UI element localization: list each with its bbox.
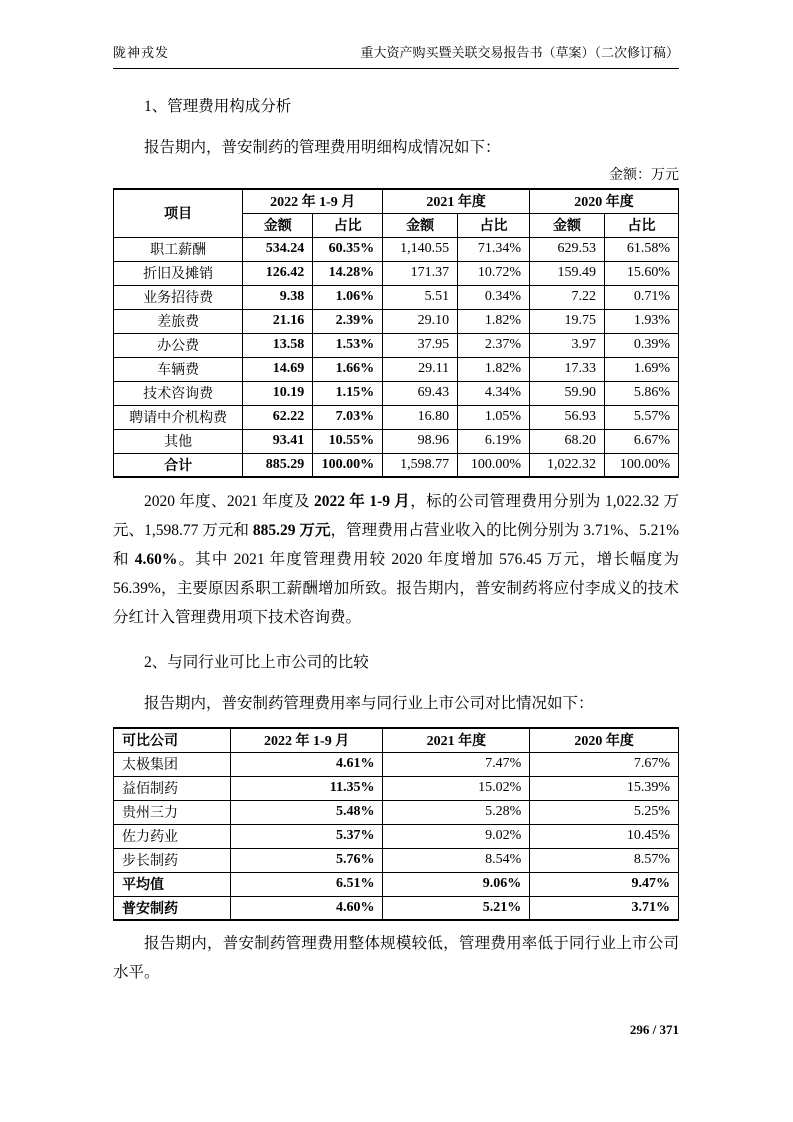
table-header-row — [114, 728, 679, 752]
table-cell: 4.61% — [230, 752, 383, 776]
table-cell: 1.15% — [313, 381, 383, 405]
table-cell: 534.24 — [243, 237, 313, 261]
table-average-row — [114, 872, 679, 896]
table-cell: 10.72% — [458, 261, 530, 285]
peer-table-wrapper — [113, 727, 679, 921]
col-header-amount: 金额 — [243, 213, 313, 237]
table-cell: 159.49 — [530, 261, 605, 285]
table-cell: 0.71% — [604, 285, 678, 309]
table-cell: 1.05% — [458, 405, 530, 429]
analysis-segment-bold: 2022 年 1-9 月 — [314, 493, 411, 510]
table-cell: 21.16 — [243, 309, 313, 333]
table-cell: 8.57% — [530, 848, 679, 872]
table-cell: 60.35% — [313, 237, 383, 261]
col-header-period-2020: 2020 年度 — [530, 189, 679, 213]
table-cell: 其他 — [114, 429, 243, 453]
table-cell: 1.53% — [313, 333, 383, 357]
table-cell: 98.96 — [383, 429, 458, 453]
table-cell: 10.45% — [530, 824, 679, 848]
table-cell: 15.60% — [604, 261, 678, 285]
table-cell: 100.00% — [604, 453, 678, 477]
table-cell: 3.71% — [530, 896, 679, 920]
table-cell: 16.80 — [383, 405, 458, 429]
section2-intro: 报告期内，普安制药管理费用率与同行业上市公司对比情况如下： — [144, 695, 594, 712]
table-cell: 折旧及摊销 — [114, 261, 243, 285]
table-cell: 业务招待费 — [114, 285, 243, 309]
table-cell: 9.02% — [383, 824, 530, 848]
peer-comparison-table — [113, 727, 679, 921]
table-cell: 2.37% — [458, 333, 530, 357]
analysis-segment-bold: 4.60% — [134, 551, 178, 568]
section1-intro: 报告期内，普安制药的管理费用明细构成情况如下： — [144, 139, 501, 156]
table-row — [114, 800, 679, 824]
col-header-period-2022: 2022 年 1-9 月 — [243, 189, 383, 213]
table-total-row — [114, 453, 679, 477]
table-cell: 4.34% — [458, 381, 530, 405]
table-cell: 100.00% — [458, 453, 530, 477]
table-cell: 100.00% — [313, 453, 383, 477]
table-cell: 14.69 — [243, 357, 313, 381]
col-header-period-2020: 2020 年度 — [530, 728, 679, 752]
table-cell: 6.19% — [458, 429, 530, 453]
table-cell: 14.28% — [313, 261, 383, 285]
table-cell: 5.21% — [383, 896, 530, 920]
section1-heading: 1、管理费用构成分析 — [144, 98, 292, 115]
table-cell: 62.22 — [243, 405, 313, 429]
table-cell: 办公费 — [114, 333, 243, 357]
table-cell: 技术咨询费 — [114, 381, 243, 405]
table-row — [114, 237, 679, 261]
col-header-period-2021: 2021 年度 — [383, 728, 530, 752]
table-cell: 29.11 — [383, 357, 458, 381]
table-cell: 71.34% — [458, 237, 530, 261]
table-cell: 5.57% — [604, 405, 678, 429]
table-cell: 1.66% — [313, 357, 383, 381]
expense-composition-table — [113, 188, 679, 478]
table-cell: 0.39% — [604, 333, 678, 357]
table-cell: 普安制药 — [114, 896, 231, 920]
table-cell: 6.67% — [604, 429, 678, 453]
analysis-segment-bold: 885.29 万元 — [252, 522, 331, 539]
table-cell: 13.58 — [243, 333, 313, 357]
table-cell: 益佰制药 — [114, 776, 231, 800]
col-header-company: 可比公司 — [114, 728, 231, 752]
table-cell: 2.39% — [313, 309, 383, 333]
table-cell: 差旅费 — [114, 309, 243, 333]
table-cell: 9.06% — [383, 872, 530, 896]
table-cell: 贵州三力 — [114, 800, 231, 824]
section2-heading: 2、与同行业可比上市公司的比较 — [144, 654, 369, 671]
table-cell: 56.93 — [530, 405, 605, 429]
table-cell: 19.75 — [530, 309, 605, 333]
table-cell: 7.67% — [530, 752, 679, 776]
analysis-segment: ，管理费用占营业收入的比例分别为 3.71%、5.21%和 — [113, 522, 679, 568]
table-cell: 1,022.32 — [530, 453, 605, 477]
table-cell: 5.28% — [383, 800, 530, 824]
col-header-ratio: 占比 — [458, 213, 530, 237]
table-cell: 9.47% — [530, 872, 679, 896]
table-cell: 4.60% — [230, 896, 383, 920]
page-number: 296 / 371 — [629, 1022, 679, 1037]
table-cell: 5.25% — [530, 800, 679, 824]
table-cell: 1.82% — [458, 309, 530, 333]
table-cell: 17.33 — [530, 357, 605, 381]
closing-paragraph: 报告期内，普安制药管理费用整体规模较低，管理费用率低于同行业上市公司水平。 — [113, 935, 679, 981]
table-cell: 37.95 — [383, 333, 458, 357]
table-cell: 15.02% — [383, 776, 530, 800]
analysis-paragraph — [113, 487, 679, 632]
table-cell: 59.90 — [530, 381, 605, 405]
table-cell: 1,598.77 — [383, 453, 458, 477]
table-cell: 9.38 — [243, 285, 313, 309]
analysis-segment: ，标的公司管理费用分别为 1,022.32 万元、1,598.77 万元和 — [113, 493, 679, 539]
analysis-segment: 2020 年度、2021 年度及 — [144, 493, 315, 510]
col-header-ratio: 占比 — [604, 213, 678, 237]
table-cell: 0.34% — [458, 285, 530, 309]
table-cell: 合计 — [114, 453, 243, 477]
col-header-period-2021: 2021 年度 — [383, 189, 530, 213]
table-cell: 3.97 — [530, 333, 605, 357]
table-cell: 171.37 — [383, 261, 458, 285]
table-row — [114, 285, 679, 309]
table-cell: 1.69% — [604, 357, 678, 381]
table-cell: 1.93% — [604, 309, 678, 333]
col-header-ratio: 占比 — [313, 213, 383, 237]
table-row — [114, 752, 679, 776]
table-row — [114, 848, 679, 872]
header-company-name: 陇神戎发 — [113, 45, 170, 60]
table-cell: 10.55% — [313, 429, 383, 453]
table-cell: 7.03% — [313, 405, 383, 429]
table-cell: 69.43 — [383, 381, 458, 405]
table-cell: 8.54% — [383, 848, 530, 872]
table-cell: 1.06% — [313, 285, 383, 309]
table-cell: 佐力药业 — [114, 824, 231, 848]
table-subject-row — [114, 896, 679, 920]
table-cell: 太极集团 — [114, 752, 231, 776]
table-cell: 11.35% — [230, 776, 383, 800]
unit-note: 金额：万元 — [609, 168, 679, 183]
table-cell: 885.29 — [243, 453, 313, 477]
table-cell: 聘请中介机构费 — [114, 405, 243, 429]
table-cell: 5.51 — [383, 285, 458, 309]
table-row — [114, 261, 679, 285]
table-cell: 126.42 — [243, 261, 313, 285]
page-header — [113, 42, 679, 69]
table-cell: 1.82% — [458, 357, 530, 381]
table-cell: 15.39% — [530, 776, 679, 800]
table-cell: 步长制药 — [114, 848, 231, 872]
table-cell: 5.37% — [230, 824, 383, 848]
table-cell: 7.47% — [383, 752, 530, 776]
table-row — [114, 381, 679, 405]
table-cell: 10.19 — [243, 381, 313, 405]
table-cell: 93.41 — [243, 429, 313, 453]
table-header-row — [114, 189, 679, 213]
table-cell: 6.51% — [230, 872, 383, 896]
expense-table-wrapper — [113, 188, 679, 478]
col-header-amount: 金额 — [530, 213, 605, 237]
table-row — [114, 309, 679, 333]
table-cell: 29.10 — [383, 309, 458, 333]
col-header-period-2022: 2022 年 1-9 月 — [230, 728, 383, 752]
table-cell: 5.48% — [230, 800, 383, 824]
table-cell: 629.53 — [530, 237, 605, 261]
table-cell: 平均值 — [114, 872, 231, 896]
table-row — [114, 357, 679, 381]
analysis-segment: 。其中 2021 年度管理费用较 2020 年度增加 576.45 万元，增长幅度为 56.39%，主要原因系职工薪酬增加所致。报告期内，普安制药将应付李成义的技术分红计入管理费用项下技术咨询费。 — [113, 551, 679, 626]
header-report-title: 重大资产购买暨关联交易报告书（草案）（二次修订稿） — [360, 45, 679, 60]
table-row — [114, 333, 679, 357]
table-row — [114, 824, 679, 848]
table-cell: 7.22 — [530, 285, 605, 309]
table-cell: 5.86% — [604, 381, 678, 405]
col-header-item: 项目 — [114, 189, 243, 237]
table-cell: 68.20 — [530, 429, 605, 453]
table-row — [114, 776, 679, 800]
table-row — [114, 405, 679, 429]
table-cell: 61.58% — [604, 237, 678, 261]
table-cell: 5.76% — [230, 848, 383, 872]
table-cell: 职工薪酬 — [114, 237, 243, 261]
table-cell: 车辆费 — [114, 357, 243, 381]
table-cell: 1,140.55 — [383, 237, 458, 261]
table-row — [114, 429, 679, 453]
col-header-amount: 金额 — [383, 213, 458, 237]
